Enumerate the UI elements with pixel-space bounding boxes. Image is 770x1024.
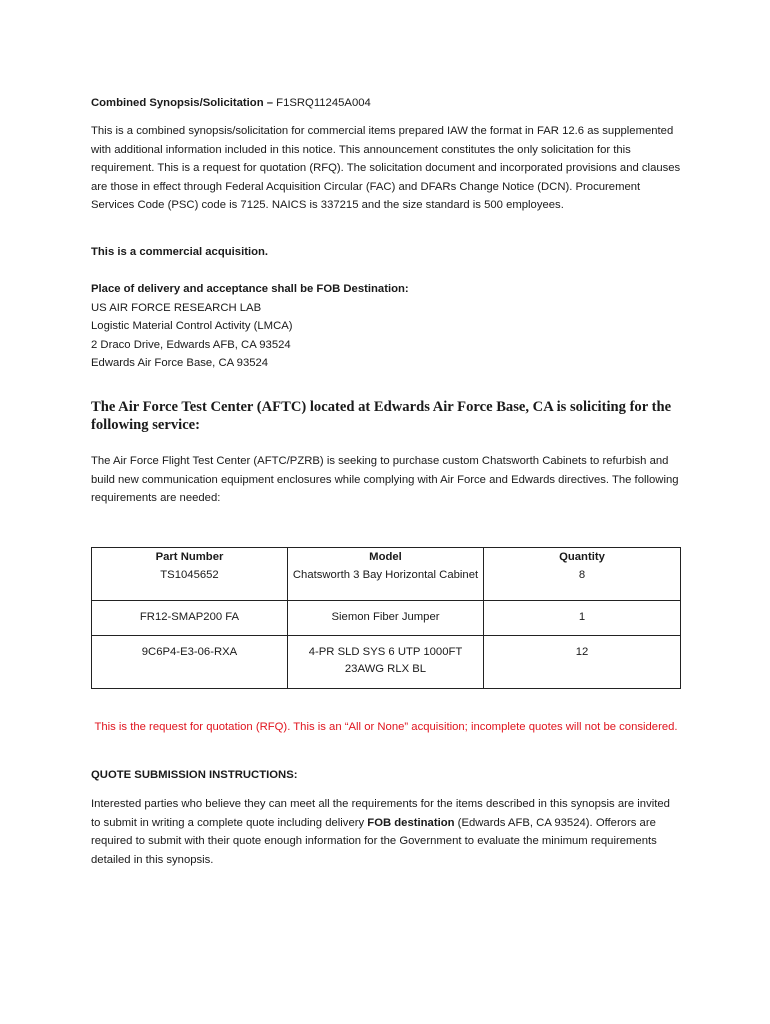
- solicitation-number: F1SRQ11245A004: [273, 97, 371, 109]
- model-cell: 4-PR SLD SYS 6 UTP 1000FT 23AWG RLX BL: [288, 636, 484, 689]
- delivery-line: Logistic Material Control Activity (LMCA): [91, 320, 293, 332]
- solicitation-title-label: Combined Synopsis/Solicitation –: [91, 97, 274, 109]
- model-cell: Chatsworth 3 Bay Horizontal Cabinet: [288, 566, 484, 601]
- solicitation-title: [91, 94, 681, 113]
- delivery-section: [91, 280, 681, 373]
- column-header-part-number: Part Number: [92, 548, 288, 567]
- requirements-table: [91, 547, 681, 689]
- delivery-line: Edwards Air Force Base, CA 93524: [91, 357, 269, 369]
- quote-text-part2: (Edwards AFB, CA 93524). Offerors are required to submit with their quote enough information for the Government to evaluate the minimum requirements detailed in this synopsis.: [91, 816, 657, 866]
- table-row: [92, 566, 681, 601]
- column-header-quantity: Quantity: [484, 548, 681, 567]
- commercial-acquisition-statement: This is a commercial acquisition.: [91, 246, 269, 258]
- quantity-cell: 12: [484, 636, 681, 689]
- delivery-line: US AIR FORCE RESEARCH LAB: [91, 301, 262, 314]
- table-row: [92, 601, 681, 636]
- part-number-cell: TS1045652: [92, 566, 288, 601]
- service-heading: The Air Force Test Center (AFTC) located at Edwards Air Force Base, CA is soliciting for the following service:: [91, 399, 672, 433]
- model-cell: Siemon Fiber Jumper: [288, 601, 484, 636]
- part-number-cell: 9C6P4-E3-06-RXA: [92, 636, 288, 689]
- description-paragraph: The Air Force Flight Test Center (AFTC/PZRB) is seeking to purchase custom Chatsworth Cabinets to refurbish and build new communication equipment enclosures while complying with Air Force and Edwards directives. The following requirements are needed:: [91, 455, 679, 504]
- quote-text-part1: Interested parties who believe they can meet all the requirements for the items described in this synopsis are invited to submit in writing a complete quote including delivery: [91, 798, 670, 829]
- delivery-line: 2 Draco Drive, Edwards AFB, CA 93524: [91, 338, 291, 351]
- fob-destination-emphasis: FOB destination: [367, 816, 455, 829]
- delivery-heading: Place of delivery and acceptance shall be FOB Destination:: [91, 283, 409, 295]
- column-header-model: Model: [288, 548, 484, 567]
- table-row: [92, 636, 681, 689]
- quote-instructions-paragraph: [91, 795, 681, 869]
- quantity-cell: 1: [484, 601, 681, 636]
- rfq-notice: This is the request for quotation (RFQ). This is an “All or None” acquisition; incomplete quotes will not be considered.: [94, 721, 678, 733]
- table-header-row: [92, 548, 681, 567]
- part-number-cell: FR12-SMAP200 FA: [92, 601, 288, 636]
- quantity-cell: 8: [484, 566, 681, 601]
- quote-instructions-heading: QUOTE SUBMISSION INSTRUCTIONS:: [91, 769, 298, 781]
- intro-paragraph: This is a combined synopsis/solicitation for commercial items prepared IAW the format in FAR 12.6 as supplemented with additional information included in this notice. This announcement constitutes the only solicitation for this requirement. This is a request for quotation (RFQ). The solicitation document and incorporated provisions and clauses are those in effect through Federal Acquisition Circular (FAC) and DFARs Change Notice (DCN). Procurement Services Code (PSC) code is 7125. NAICS is 337215 and the size standard is 500 employees.: [91, 125, 681, 211]
